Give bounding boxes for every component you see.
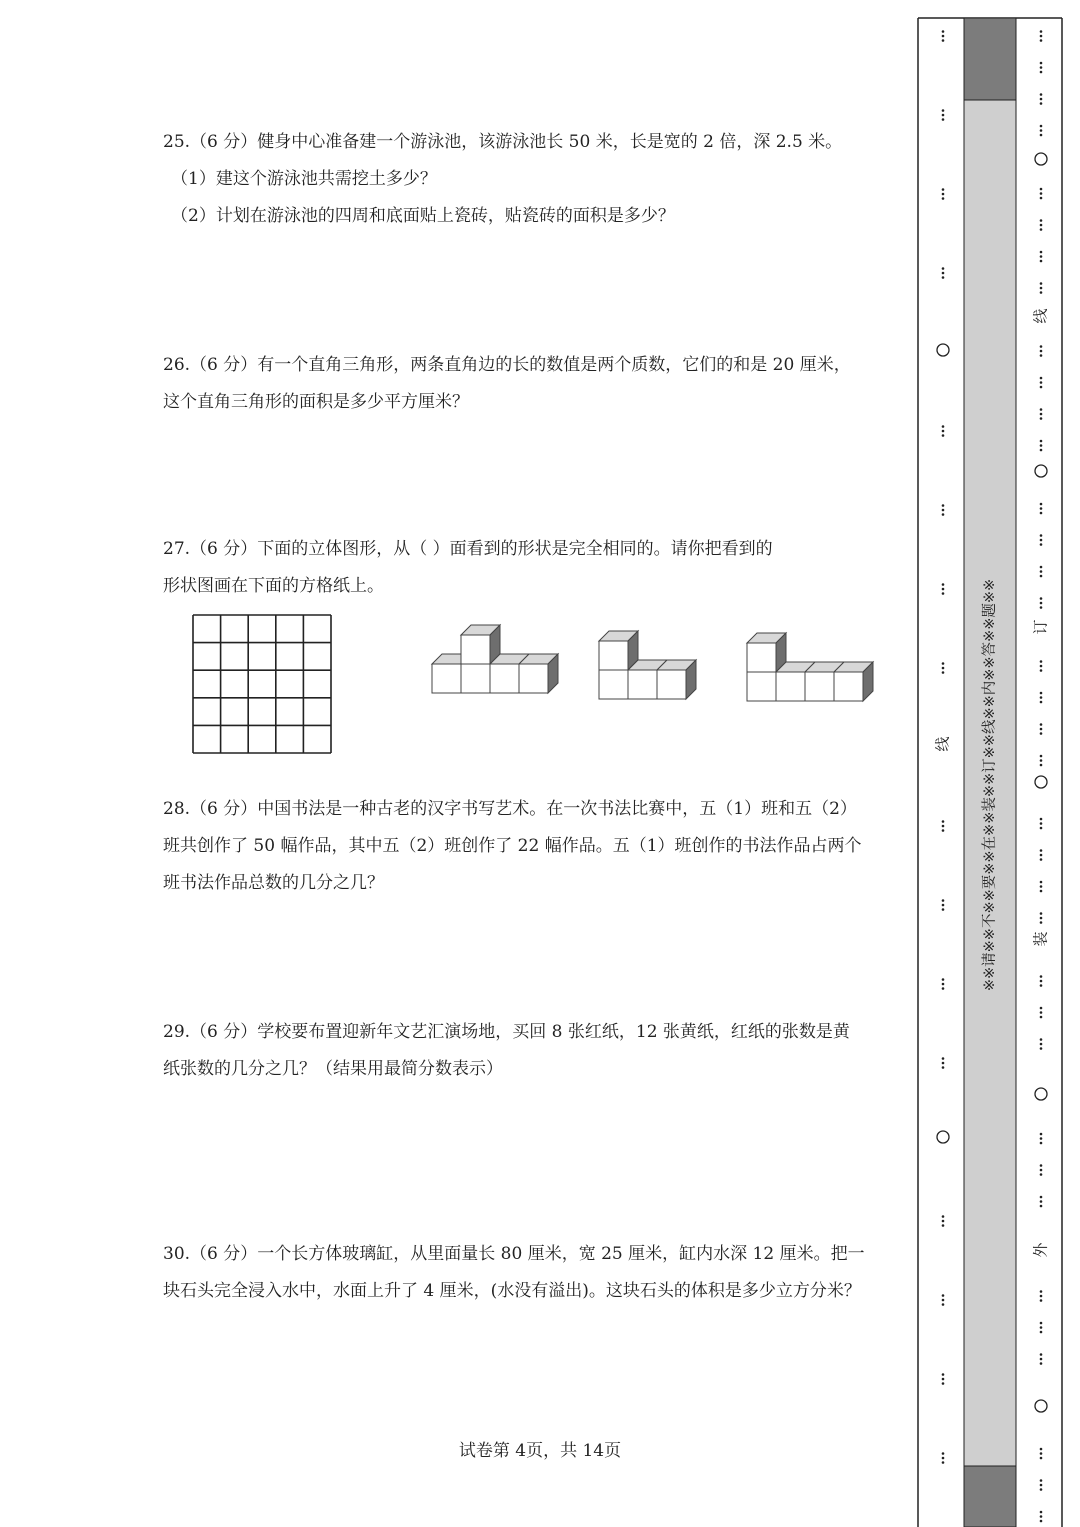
cut-dot (1040, 1520, 1043, 1523)
question-26-line-2: 这个直角三角形的面积是多少平方厘米？ (163, 392, 469, 412)
cut-circle (937, 1131, 949, 1143)
cut-dot (942, 820, 945, 823)
outer-label-ding: 订 (1031, 619, 1050, 635)
cut-dot (942, 662, 945, 665)
cut-dot (942, 671, 945, 674)
cut-dot (1040, 1169, 1043, 1172)
cut-dot (1040, 1043, 1043, 1046)
cut-dot (1040, 1047, 1043, 1050)
cut-dot (1040, 381, 1043, 384)
cut-dot (1040, 975, 1043, 978)
cut-dot (1040, 345, 1043, 348)
cut-dot (1040, 98, 1043, 101)
cut-dot (1040, 1007, 1043, 1010)
cut-dot (942, 509, 945, 512)
cut-dot (1040, 692, 1043, 695)
cut-dot (1040, 1200, 1043, 1203)
cut-dot (1040, 1479, 1043, 1482)
cut-dot (1040, 188, 1043, 191)
outer-dotted-cut-line (1035, 30, 1047, 1522)
cut-dot (1040, 62, 1043, 65)
cut-dot (1040, 503, 1043, 506)
cut-dot (1040, 66, 1043, 69)
cut-dot (1040, 1205, 1043, 1208)
outer-label-zhuang: 装 (1031, 931, 1050, 947)
question-27-line-1: 27.（6 分）下面的立体图形，从（ ）面看到的形状是完全相同的。请你把看到的 (163, 539, 773, 559)
cut-dot (1040, 1322, 1043, 1325)
cut-dot (942, 1452, 945, 1455)
cut-dot (1040, 665, 1043, 668)
question-27-line-2: 形状图画在下面的方格纸上。 (163, 576, 384, 596)
inner-label-line: 线 (933, 736, 952, 752)
cut-circle (1035, 1088, 1047, 1100)
cut-dot (1040, 1016, 1043, 1019)
cut-dot (1040, 1511, 1043, 1514)
question-25-part-1: （1）建这个游泳池共需挖土多少？ (171, 169, 437, 189)
cut-dot (1040, 539, 1043, 542)
cut-dot (1040, 602, 1043, 605)
cut-dot (1040, 134, 1043, 137)
question-30-line-2: 块石头完全浸入水中，水面上升了 4 厘米，(水没有溢出)。这块石头的体积是多少立方分米？ (163, 1281, 861, 1301)
cut-dot (1040, 39, 1043, 42)
binding-warning-text: ※※请※※不※※要※※在※※装※※订※※线※※内※※答※※题※※ (982, 578, 998, 992)
question-28-line-1: 28.（6 分）中国书法是一种古老的汉字书写艺术。在一次书法比赛中，五（1）班和五（2） (163, 799, 857, 819)
cut-dot (1040, 858, 1043, 861)
cut-dot (942, 667, 945, 670)
cut-dot (1040, 1173, 1043, 1176)
cut-dot (1040, 566, 1043, 569)
cut-dot (942, 434, 945, 437)
cut-circle (937, 344, 949, 356)
cut-dot (942, 829, 945, 832)
cut-dot (1040, 854, 1043, 857)
cut-dot (1040, 354, 1043, 357)
cut-dot (1040, 660, 1043, 663)
cut-dot (1040, 1358, 1043, 1361)
cut-dot (1040, 1452, 1043, 1455)
cut-dot (1040, 980, 1043, 983)
cut-dot (1040, 597, 1043, 600)
cut-dot (1040, 282, 1043, 285)
cut-circle (1035, 776, 1047, 788)
cut-dot (1040, 71, 1043, 74)
cut-dot (1040, 192, 1043, 195)
question-28-line-3: 班书法作品总数的几分之几？ (163, 873, 384, 893)
cut-dot (1040, 251, 1043, 254)
strip-bottom-dark-block (964, 1466, 1016, 1527)
cut-dot (1040, 1515, 1043, 1518)
cut-dot (1040, 669, 1043, 672)
cut-dot (942, 1457, 945, 1460)
cut-dot (1040, 881, 1043, 884)
cut-dot (942, 1461, 945, 1464)
cut-dot (1040, 224, 1043, 227)
cut-dot (1040, 386, 1043, 389)
cut-dot (942, 35, 945, 38)
cut-dot (942, 908, 945, 911)
cut-dot (1040, 822, 1043, 825)
cut-dot (1040, 732, 1043, 735)
cut-dot (942, 899, 945, 902)
cut-dot (942, 114, 945, 117)
cut-dot (1040, 1290, 1043, 1293)
cut-dot (1040, 1331, 1043, 1334)
cut-dot (1040, 701, 1043, 704)
cut-dot (942, 504, 945, 507)
question-25-part-2: （2）计划在游泳池的四周和底面贴上瓷砖，贴瓷砖的面积是多少？ (171, 206, 675, 226)
cut-dot (942, 272, 945, 275)
cut-dot (1040, 440, 1043, 443)
cut-dot (1040, 1457, 1043, 1460)
cut-dot (1040, 764, 1043, 767)
strip-top-dark-block (964, 18, 1016, 100)
cut-dot (1040, 606, 1043, 609)
cut-dot (1040, 228, 1043, 231)
cut-dot (942, 1224, 945, 1227)
cut-dot (1040, 575, 1043, 578)
cut-dot (1040, 1038, 1043, 1041)
cut-dot (1040, 1326, 1043, 1329)
cut-dot (942, 592, 945, 595)
cut-dot (1040, 125, 1043, 128)
cut-dot (1040, 723, 1043, 726)
cut-dot (942, 197, 945, 200)
cut-dot (1040, 1353, 1043, 1356)
cut-dot (1040, 1484, 1043, 1487)
cut-dot (1040, 917, 1043, 920)
question-26-line-1: 26.（6 分）有一个直角三角形，两条直角边的长的数值是两个质数，它们的和是 20 厘米， (163, 355, 851, 375)
cut-dot (1040, 696, 1043, 699)
cut-dot (1040, 291, 1043, 294)
cut-dot (942, 1057, 945, 1060)
cut-dot (942, 1062, 945, 1065)
cut-circle (1035, 1400, 1047, 1412)
cut-circle (1035, 465, 1047, 477)
cut-dot (1040, 1011, 1043, 1014)
cut-dot (942, 1373, 945, 1376)
cut-dot (1040, 507, 1043, 510)
cut-dot (942, 193, 945, 196)
cut-dot (1040, 912, 1043, 915)
cut-dot (942, 513, 945, 516)
cut-dot (1040, 1488, 1043, 1491)
cut-dot (942, 987, 945, 990)
cut-dot (942, 825, 945, 828)
cut-dot (1040, 413, 1043, 416)
cut-dot (1040, 1196, 1043, 1199)
question-25-stem: 25.（6 分）健身中心准备建一个游泳池，该游泳池长 50 米，长是宽的 2 倍，深 2.5 米。 (163, 132, 843, 152)
question-30-line-1: 30.（6 分）一个长方体玻璃缸，从里面量长 80 厘米，宽 25 厘米，缸内水深 12 厘米。把一 (163, 1244, 865, 1264)
cut-dot (1040, 30, 1043, 33)
cut-dot (1040, 759, 1043, 762)
cut-dot (1040, 287, 1043, 290)
cut-dot (942, 1066, 945, 1069)
cut-dot (1040, 827, 1043, 830)
question-29-line-2: 纸张数的几分之几？（结果用最简分数表示） (163, 1059, 503, 1079)
cut-dot (942, 118, 945, 121)
cut-dot (942, 1378, 945, 1381)
cut-dot (1040, 1299, 1043, 1302)
cut-dot (1040, 818, 1043, 821)
question-29-line-1: 29.（6 分）学校要布置迎新年文艺汇演场地，买回 8 张红纸，12 张黄纸，红纸的张数是黄 (163, 1022, 850, 1042)
cut-dot (942, 1382, 945, 1385)
cut-dot (1040, 377, 1043, 380)
cut-dot (942, 39, 945, 42)
cut-dot (942, 1294, 945, 1297)
cut-dot (1040, 260, 1043, 263)
cut-dot (1040, 255, 1043, 258)
cut-dot (1040, 755, 1043, 758)
cut-dot (942, 1215, 945, 1218)
cut-dot (942, 1299, 945, 1302)
cut-dot (942, 109, 945, 112)
cut-dot (942, 978, 945, 981)
cut-dot (1040, 1137, 1043, 1140)
cut-dot (942, 267, 945, 270)
cut-dot (942, 30, 945, 33)
cut-dot (942, 588, 945, 591)
cut-dot (1040, 921, 1043, 924)
cut-dot (1040, 197, 1043, 200)
cut-dot (942, 276, 945, 279)
cut-circle (1035, 153, 1047, 165)
cut-dot (1040, 102, 1043, 105)
cut-dot (942, 583, 945, 586)
cut-dot (942, 430, 945, 433)
cut-dot (1040, 219, 1043, 222)
cut-dot (1040, 885, 1043, 888)
cut-dot (1040, 728, 1043, 731)
cut-dot (942, 983, 945, 986)
cut-dot (1040, 449, 1043, 452)
cut-dot (1040, 1362, 1043, 1365)
cut-dot (1040, 534, 1043, 537)
cut-dot (1040, 35, 1043, 38)
cut-dot (942, 1303, 945, 1306)
cut-dot (1040, 1448, 1043, 1451)
cut-dot (1040, 1142, 1043, 1145)
cut-dot (942, 425, 945, 428)
cut-dot (1040, 543, 1043, 546)
cut-dot (1040, 570, 1043, 573)
cut-dot (1040, 408, 1043, 411)
cut-dot (1040, 444, 1043, 447)
question-28-line-2: 班共创作了 50 幅作品，其中五（2）班创作了 22 幅作品。五（1）班创作的书法作品占两个 (163, 836, 862, 856)
cut-dot (1040, 1295, 1043, 1298)
cut-dot (942, 188, 945, 191)
cut-dot (942, 904, 945, 907)
cut-dot (1040, 1164, 1043, 1167)
page-footer: 试卷第 4页，共 14页 (458, 1441, 622, 1461)
cut-dot (1040, 129, 1043, 132)
cut-dot (1040, 93, 1043, 96)
cut-dot (1040, 350, 1043, 353)
cut-dot (1040, 890, 1043, 893)
cut-dot (1040, 1133, 1043, 1136)
cut-dot (1040, 512, 1043, 515)
outer-label-wai: 外 (1031, 1242, 1050, 1258)
cut-dot (1040, 417, 1043, 420)
cut-dot (942, 1220, 945, 1223)
cut-dot (1040, 849, 1043, 852)
cut-dot (1040, 984, 1043, 987)
outer-label-line: 线 (1031, 308, 1050, 324)
